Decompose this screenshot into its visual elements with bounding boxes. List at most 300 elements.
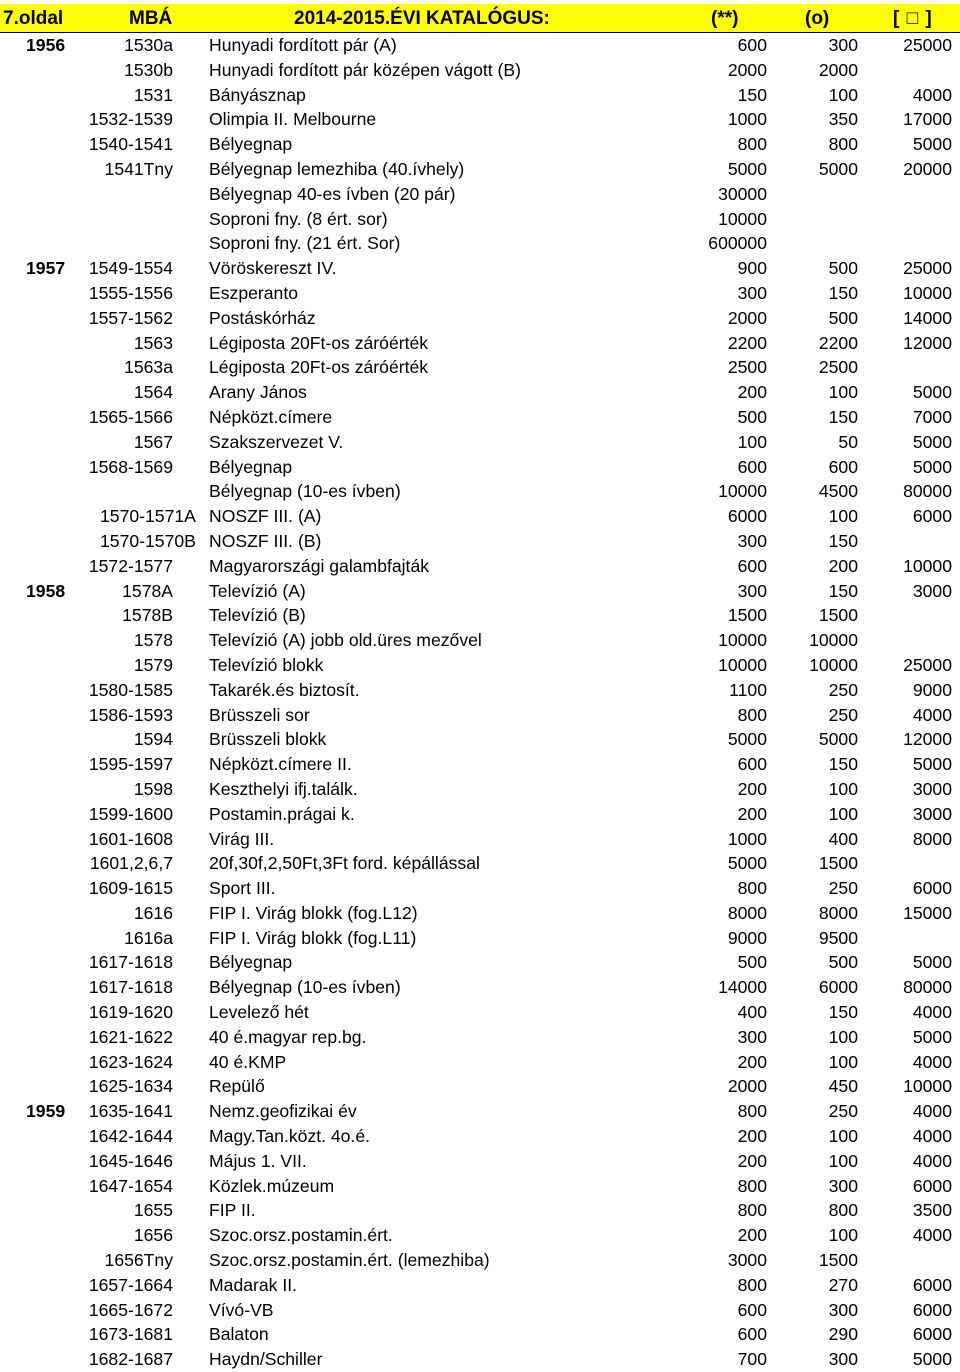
- price-used: 250: [828, 1101, 858, 1122]
- catalog-number: 1532-1539: [88, 109, 173, 130]
- catalog-number: 1579: [133, 654, 173, 675]
- stamp-name: FIP I. Virág blokk (fog.L12): [209, 902, 418, 923]
- price-block: 10000: [903, 282, 952, 303]
- price-used: 8000: [818, 902, 858, 923]
- price-mint: 300: [737, 282, 767, 303]
- price-mint: 200: [737, 1225, 767, 1246]
- stamp-name: 40 é.magyar rep.bg.: [209, 1026, 367, 1047]
- catalog-number: 1563a: [124, 357, 173, 378]
- catalog-number: 1530a: [124, 35, 173, 55]
- price-mint: 2500: [727, 357, 767, 378]
- stamp-name: Televízió (A): [209, 580, 306, 601]
- table-row: [0, 331, 960, 356]
- catalog-number: 1557-1562: [88, 307, 173, 328]
- catalog-number: 1617-1618: [88, 977, 173, 998]
- price-mint: 800: [737, 1274, 767, 1295]
- price-mint: 300: [737, 580, 767, 601]
- catalog-number: 1673-1681: [88, 1324, 173, 1345]
- catalog-number: 1682-1687: [88, 1349, 173, 1370]
- catalog-number: 1595-1597: [88, 754, 173, 775]
- stamp-name: Sport III.: [209, 878, 276, 899]
- price-block: 5000: [912, 431, 952, 452]
- stamp-name: Takarék.és biztosít.: [209, 679, 360, 700]
- price-block: 12000: [903, 729, 952, 750]
- price-mint: 5000: [727, 853, 767, 874]
- price-mint: 700: [737, 1349, 767, 1370]
- price-block: 5000: [912, 754, 952, 775]
- price-used: 10000: [809, 630, 858, 651]
- table-row: [0, 802, 960, 827]
- price-block: 4000: [912, 1002, 952, 1023]
- stamp-name: Arany János: [209, 382, 307, 403]
- table-row: [0, 306, 960, 331]
- stamp-name: Televízió blokk: [209, 654, 324, 675]
- catalog-number: 1635-1641: [88, 1101, 173, 1122]
- table-row: [0, 950, 960, 975]
- catalog-number: 1563: [133, 332, 173, 353]
- price-used: 100: [828, 803, 858, 824]
- table-row: [0, 1074, 960, 1099]
- stamp-name: Bélyegnap: [209, 952, 293, 973]
- price-block: 6000: [912, 1324, 952, 1345]
- catalog-number: 1609-1615: [88, 878, 173, 899]
- price-mint: 150: [737, 84, 767, 105]
- stamp-name: 40 é.KMP: [209, 1051, 287, 1072]
- table-row: [0, 405, 960, 430]
- price-block: 4000: [912, 1126, 952, 1147]
- price-block: 10000: [903, 555, 952, 576]
- price-used: 150: [828, 580, 858, 601]
- table-row: [0, 529, 960, 554]
- price-used: 5000: [818, 158, 858, 179]
- catalog-number: 1572-1577: [88, 555, 173, 576]
- price-mint: 600000: [708, 233, 767, 254]
- price-block: 3500: [912, 1200, 952, 1221]
- stamp-name: Repülő: [209, 1076, 265, 1097]
- table-row: [0, 207, 960, 232]
- price-mint: 500: [737, 952, 767, 973]
- catalog-number: 1549-1554: [88, 258, 173, 279]
- price-used: 50: [838, 431, 858, 452]
- catalog-number: 1647-1654: [88, 1175, 173, 1196]
- table-row: [0, 876, 960, 901]
- catalog-number: 1645-1646: [88, 1150, 173, 1171]
- table-row: [0, 554, 960, 579]
- price-used: 100: [828, 778, 858, 799]
- price-mint: 3000: [727, 1250, 767, 1271]
- column-header-mint: (**): [711, 8, 739, 29]
- table-row: [0, 827, 960, 852]
- stamp-name: Keszthelyi ifj.találk.: [209, 778, 358, 799]
- table-row: [0, 281, 960, 306]
- table-row: [0, 975, 960, 1000]
- price-mint: 200: [737, 1126, 767, 1147]
- price-used: 300: [828, 35, 858, 55]
- price-mint: 800: [737, 704, 767, 725]
- stamp-name: Virág III.: [209, 828, 275, 849]
- stamp-name: Szoc.orsz.postamin.ért.: [209, 1225, 393, 1246]
- stamp-name: Postamin.prágai k.: [209, 803, 355, 824]
- catalog-number: 1623-1624: [88, 1051, 173, 1072]
- catalog-number: 1531: [133, 84, 173, 105]
- table-row: [0, 752, 960, 777]
- price-mint: 800: [737, 1175, 767, 1196]
- price-block: 4000: [912, 704, 952, 725]
- table-row: [0, 33, 960, 58]
- price-used: 250: [828, 878, 858, 899]
- stamp-name: Hunyadi fordított pár (A): [209, 35, 397, 55]
- price-used: 250: [828, 679, 858, 700]
- catalog-number: 1594: [133, 729, 173, 750]
- price-block: 6000: [912, 1274, 952, 1295]
- price-mint: 9000: [727, 927, 767, 948]
- price-used: 100: [828, 506, 858, 527]
- price-used: 300: [828, 1175, 858, 1196]
- stamp-name: NOSZF III. (B): [209, 530, 322, 551]
- price-used: 400: [828, 828, 858, 849]
- price-used: 150: [828, 530, 858, 551]
- price-used: 1500: [818, 1250, 858, 1271]
- price-used: 100: [828, 1026, 858, 1047]
- stamp-name: Közlek.múzeum: [209, 1175, 335, 1196]
- table-row: [0, 777, 960, 802]
- column-header-block: [ □ ]: [893, 8, 933, 29]
- table-row: [0, 1000, 960, 1025]
- price-mint: 600: [737, 1299, 767, 1320]
- stamp-name: Bélyegnap (10-es ívben): [209, 481, 401, 502]
- price-used: 4500: [818, 481, 858, 502]
- table-row: [0, 1223, 960, 1248]
- table-row: [0, 83, 960, 108]
- price-mint: 600: [737, 754, 767, 775]
- price-block: 80000: [903, 977, 952, 998]
- stamp-name: Levelező hét: [209, 1002, 309, 1023]
- table-row: [0, 1248, 960, 1273]
- table-row: [0, 579, 960, 604]
- price-block: 14000: [903, 307, 952, 328]
- table-row: [0, 727, 960, 752]
- table-row: [0, 1347, 960, 1372]
- catalog-number: 1570-1570B: [100, 530, 196, 551]
- stamp-name: Olimpia II. Melbourne: [209, 109, 377, 130]
- catalog-number: 1598: [133, 778, 173, 799]
- price-mint: 2000: [727, 307, 767, 328]
- table-row: [0, 504, 960, 529]
- table-row: [0, 1149, 960, 1174]
- table-row: [0, 107, 960, 132]
- price-block: 3000: [912, 803, 952, 824]
- price-block: 5000: [912, 1026, 952, 1047]
- catalog-number: 1619-1620: [88, 1002, 173, 1023]
- price-mint: 300: [737, 1026, 767, 1047]
- price-used: 300: [828, 1299, 858, 1320]
- price-block: 6000: [912, 878, 952, 899]
- price-mint: 1100: [729, 679, 767, 700]
- price-used: 10000: [809, 654, 858, 675]
- price-mint: 800: [737, 1200, 767, 1221]
- table-row: [0, 1124, 960, 1149]
- catalog-number: 1599-1600: [88, 803, 173, 824]
- table-row: [0, 1099, 960, 1124]
- price-mint: 10000: [718, 654, 767, 675]
- catalog-number: 1567: [133, 431, 173, 452]
- catalog-number: 1616: [133, 902, 173, 923]
- price-mint: 14000: [718, 977, 767, 998]
- price-block: 9000: [912, 679, 952, 700]
- price-used: 150: [828, 754, 858, 775]
- stamp-name: Magyarországi galambfajták: [209, 555, 430, 576]
- price-used: 500: [828, 307, 858, 328]
- price-mint: 200: [737, 1051, 767, 1072]
- stamp-name: FIP I. Virág blokk (fog.L11): [209, 927, 417, 948]
- price-mint: 600: [737, 1324, 767, 1345]
- price-block: 80000: [903, 481, 952, 502]
- price-block: 4000: [912, 1051, 952, 1072]
- price-used: 300: [828, 1349, 858, 1370]
- price-used: 9500: [818, 927, 858, 948]
- price-mint: 600: [737, 456, 767, 477]
- catalog-number: 1621-1622: [88, 1026, 173, 1047]
- price-used: 500: [828, 258, 858, 279]
- stamp-name: NOSZF III. (A): [209, 506, 322, 527]
- stamp-name: Televízió (A) jobb old.üres mezővel: [209, 630, 482, 651]
- catalog-table: [0, 33, 960, 1372]
- price-used: 800: [828, 1200, 858, 1221]
- catalog-number: 1642-1644: [88, 1126, 173, 1147]
- price-used: 100: [828, 1051, 858, 1072]
- price-block: 4000: [912, 84, 952, 105]
- price-block: 5000: [912, 134, 952, 155]
- stamp-name: Légiposta 20Ft-os záróérték: [209, 332, 429, 353]
- stamp-name: Televízió (B): [209, 605, 306, 626]
- price-mint: 800: [737, 1101, 767, 1122]
- catalog-number: 1616a: [124, 927, 173, 948]
- table-row: [0, 455, 960, 480]
- stamp-name: Hunyadi fordított pár középen vágott (B): [209, 59, 521, 80]
- price-block: 5000: [912, 952, 952, 973]
- table-row: [0, 380, 960, 405]
- price-used: 100: [828, 84, 858, 105]
- catalog-number: 1565-1566: [88, 406, 173, 427]
- price-used: 100: [828, 1126, 858, 1147]
- price-block: 25000: [903, 35, 952, 55]
- table-row: [0, 479, 960, 504]
- price-used: 150: [828, 282, 858, 303]
- catalog-number: 1655: [133, 1200, 173, 1221]
- price-mint: 30000: [718, 183, 767, 204]
- stamp-name: Postáskórház: [209, 307, 316, 328]
- price-block: 3000: [912, 778, 952, 799]
- catalog-number: 1617-1618: [88, 952, 173, 973]
- catalog-number: 1540-1541: [88, 134, 173, 155]
- price-mint: 600: [737, 555, 767, 576]
- price-mint: 900: [737, 258, 767, 279]
- stamp-name: Bélyegnap lemezhiba (40.ívhely): [209, 158, 465, 179]
- price-block: 6000: [912, 506, 952, 527]
- price-used: 290: [828, 1324, 858, 1345]
- price-block: 3000: [912, 580, 952, 601]
- stamp-name: Bélyegnap 40-es ívben (20 pár): [209, 183, 456, 204]
- table-row: [0, 1198, 960, 1223]
- stamp-name: Balaton: [209, 1324, 269, 1345]
- price-used: 350: [828, 109, 858, 130]
- price-used: 2000: [818, 59, 858, 80]
- stamp-name: Haydn/Schiller: [209, 1349, 323, 1370]
- table-row: [0, 1273, 960, 1298]
- stamp-name: Szakszervezet V.: [209, 431, 344, 452]
- stamp-name: Bányásznap: [209, 84, 306, 105]
- price-mint: 10000: [718, 630, 767, 651]
- price-mint: 200: [737, 778, 767, 799]
- stamp-name: 20f,30f,2,50Ft,3Ft ford. képállással: [209, 853, 480, 874]
- price-block: 20000: [903, 158, 952, 179]
- table-row: [0, 1298, 960, 1323]
- price-block: 4000: [912, 1225, 952, 1246]
- table-row: [0, 355, 960, 380]
- table-row: [0, 1025, 960, 1050]
- price-used: 150: [828, 406, 858, 427]
- catalog-number: 1656: [133, 1225, 173, 1246]
- price-used: 600: [828, 456, 858, 477]
- stamp-name: Vívó-VB: [209, 1299, 274, 1320]
- table-row: [0, 851, 960, 876]
- catalog-number: 1578A: [122, 580, 173, 601]
- row-year: 1957: [26, 258, 66, 279]
- price-block: 17000: [903, 109, 952, 130]
- catalog-number: 1578B: [122, 605, 173, 626]
- organization-name: MBÁ: [129, 8, 173, 29]
- stamp-name: Magy.Tan.közt. 4o.é.: [209, 1126, 371, 1147]
- stamp-name: Bélyegnap: [209, 456, 293, 477]
- catalog-number: 1530b: [124, 59, 173, 80]
- table-row: [0, 628, 960, 653]
- table-row: [0, 231, 960, 256]
- price-used: 270: [828, 1274, 858, 1295]
- price-used: 100: [828, 382, 858, 403]
- row-year: 1956: [26, 35, 66, 55]
- price-mint: 200: [737, 803, 767, 824]
- catalog-number: 1601-1608: [88, 828, 173, 849]
- table-row: [0, 1322, 960, 1347]
- price-mint: 800: [737, 134, 767, 155]
- page-number: 7.oldal: [3, 8, 64, 29]
- catalog-header: [0, 4, 960, 33]
- price-block: 4000: [912, 1150, 952, 1171]
- catalog-number: 1656Tny: [104, 1250, 173, 1271]
- price-block: 10000: [903, 1076, 952, 1097]
- price-mint: 1500: [727, 605, 767, 626]
- catalog-number: 1657-1664: [88, 1274, 173, 1295]
- price-mint: 100: [737, 431, 767, 452]
- row-year: 1959: [26, 1101, 66, 1122]
- price-used: 2500: [818, 357, 858, 378]
- price-block: 7000: [912, 406, 952, 427]
- stamp-name: Eszperanto: [209, 282, 298, 303]
- price-used: 800: [828, 134, 858, 155]
- catalog-number: 1570-1571A: [100, 506, 196, 527]
- price-used: 2200: [818, 332, 858, 353]
- price-block: 4000: [912, 1101, 952, 1122]
- stamp-name: Vöröskereszt IV.: [209, 258, 337, 279]
- price-mint: 2200: [727, 332, 767, 353]
- price-mint: 300: [737, 530, 767, 551]
- stamp-name: Szoc.orsz.postamin.ért. (lemezhiba): [209, 1250, 490, 1271]
- table-row: [0, 603, 960, 628]
- price-mint: 6000: [727, 506, 767, 527]
- price-mint: 200: [737, 1150, 767, 1171]
- table-row: [0, 430, 960, 455]
- price-used: 200: [828, 555, 858, 576]
- catalog-number: 1578: [133, 630, 173, 651]
- price-block: 12000: [903, 332, 952, 353]
- table-row: [0, 703, 960, 728]
- price-block: 6000: [912, 1299, 952, 1320]
- price-used: 6000: [818, 977, 858, 998]
- price-mint: 5000: [727, 729, 767, 750]
- stamp-name: Május 1. VII.: [209, 1150, 307, 1171]
- price-mint: 600: [737, 35, 767, 55]
- price-mint: 2000: [727, 1076, 767, 1097]
- price-mint: 1000: [727, 109, 767, 130]
- price-used: 1500: [818, 605, 858, 626]
- catalog-number: 1586-1593: [88, 704, 173, 725]
- price-block: 5000: [912, 382, 952, 403]
- price-block: 25000: [903, 258, 952, 279]
- catalog-title: 2014-2015.ÉVI KATALÓGUS:: [294, 8, 550, 29]
- price-used: 150: [828, 1002, 858, 1023]
- stamp-name: Brüsszeli sor: [209, 704, 310, 725]
- row-year: 1958: [26, 580, 66, 601]
- stamp-name: Bélyegnap: [209, 134, 293, 155]
- stamp-name: Soproni fny. (8 ért. sor): [209, 208, 388, 229]
- table-row: [0, 901, 960, 926]
- price-mint: 10000: [718, 208, 767, 229]
- price-mint: 400: [737, 1002, 767, 1023]
- price-used: 100: [828, 1225, 858, 1246]
- price-block: 15000: [903, 902, 952, 923]
- price-mint: 2000: [727, 59, 767, 80]
- catalog-number: 1665-1672: [88, 1299, 173, 1320]
- price-block: 5000: [912, 456, 952, 477]
- price-used: 450: [828, 1076, 858, 1097]
- stamp-name: Légiposta 20Ft-os záróérték: [209, 357, 429, 378]
- stamp-name: FIP II.: [209, 1200, 256, 1221]
- stamp-name: Soproni fny. (21 ért. Sor): [209, 233, 401, 254]
- table-row: [0, 1050, 960, 1075]
- stamp-name: Madarak II.: [209, 1274, 298, 1295]
- table-row: [0, 653, 960, 678]
- catalog-number: 1541Tny: [104, 158, 173, 179]
- table-row: [0, 1174, 960, 1199]
- catalog-number: 1580-1585: [88, 679, 173, 700]
- price-block: 25000: [903, 654, 952, 675]
- price-mint: 200: [737, 382, 767, 403]
- stamp-name: Népközt.címere: [209, 406, 333, 427]
- price-mint: 5000: [727, 158, 767, 179]
- table-row: [0, 182, 960, 207]
- price-used: 5000: [818, 729, 858, 750]
- stamp-name: Népközt.címere II.: [209, 754, 352, 775]
- price-mint: 800: [737, 878, 767, 899]
- price-block: 6000: [912, 1175, 952, 1196]
- price-block: 5000: [912, 1349, 952, 1370]
- price-mint: 10000: [718, 481, 767, 502]
- catalog-number: 1564: [133, 382, 173, 403]
- column-header-used: (o): [805, 8, 830, 29]
- stamp-name: Nemz.geofizikai év: [209, 1101, 357, 1122]
- table-row: [0, 256, 960, 281]
- price-mint: 8000: [727, 902, 767, 923]
